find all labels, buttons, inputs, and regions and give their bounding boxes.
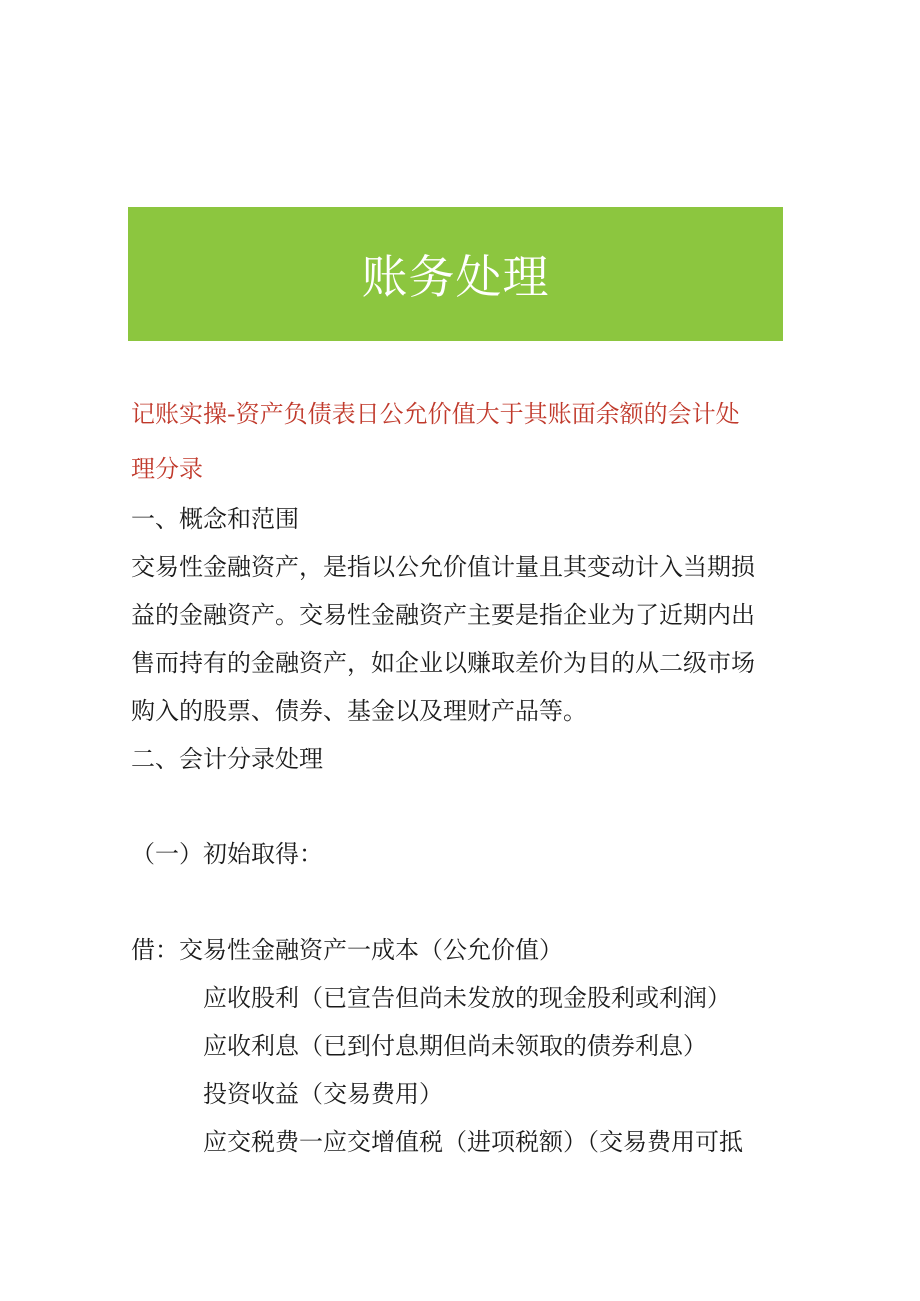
banner-title: 账务处理 [361, 250, 550, 304]
paragraph-line: 购入的股票、债券、基金以及理财产品等。 [131, 697, 587, 725]
paragraph-line: 益的金融资产。交易性金融资产主要是指企业为了近期内出 [131, 601, 755, 629]
journal-entry-line: 应收股利（已宣告但尚未发放的现金股利或利润） [203, 984, 731, 1012]
doc-title-line-2: 理分录 [131, 455, 203, 483]
paragraph-line: 售而持有的金融资产，如企业以赚取差价为目的从二级市场 [131, 649, 755, 677]
journal-entry-line: 应收利息（已到付息期但尚未领取的债券利息） [203, 1032, 707, 1060]
subsection-1-heading: （一）初始取得： [131, 840, 323, 868]
journal-entry-line: 应交税费一应交增值税（进项税额）（交易费用可抵 [203, 1128, 743, 1156]
journal-entry-line: 投资收益（交易费用） [203, 1080, 443, 1108]
title-banner [128, 207, 783, 341]
section-1-heading: 一、概念和范围 [131, 505, 299, 533]
paragraph-line: 交易性金融资产，是指以公允价值计量且其变动计入当期损 [131, 553, 755, 581]
doc-title-line-1: 记账实操-资产负债表日公允价值大于其账面余额的会计处 [131, 400, 740, 428]
section-2-heading: 二、会计分录处理 [131, 745, 323, 773]
journal-entry-line: 借：交易性金融资产一成本（公允价值） [131, 936, 563, 964]
